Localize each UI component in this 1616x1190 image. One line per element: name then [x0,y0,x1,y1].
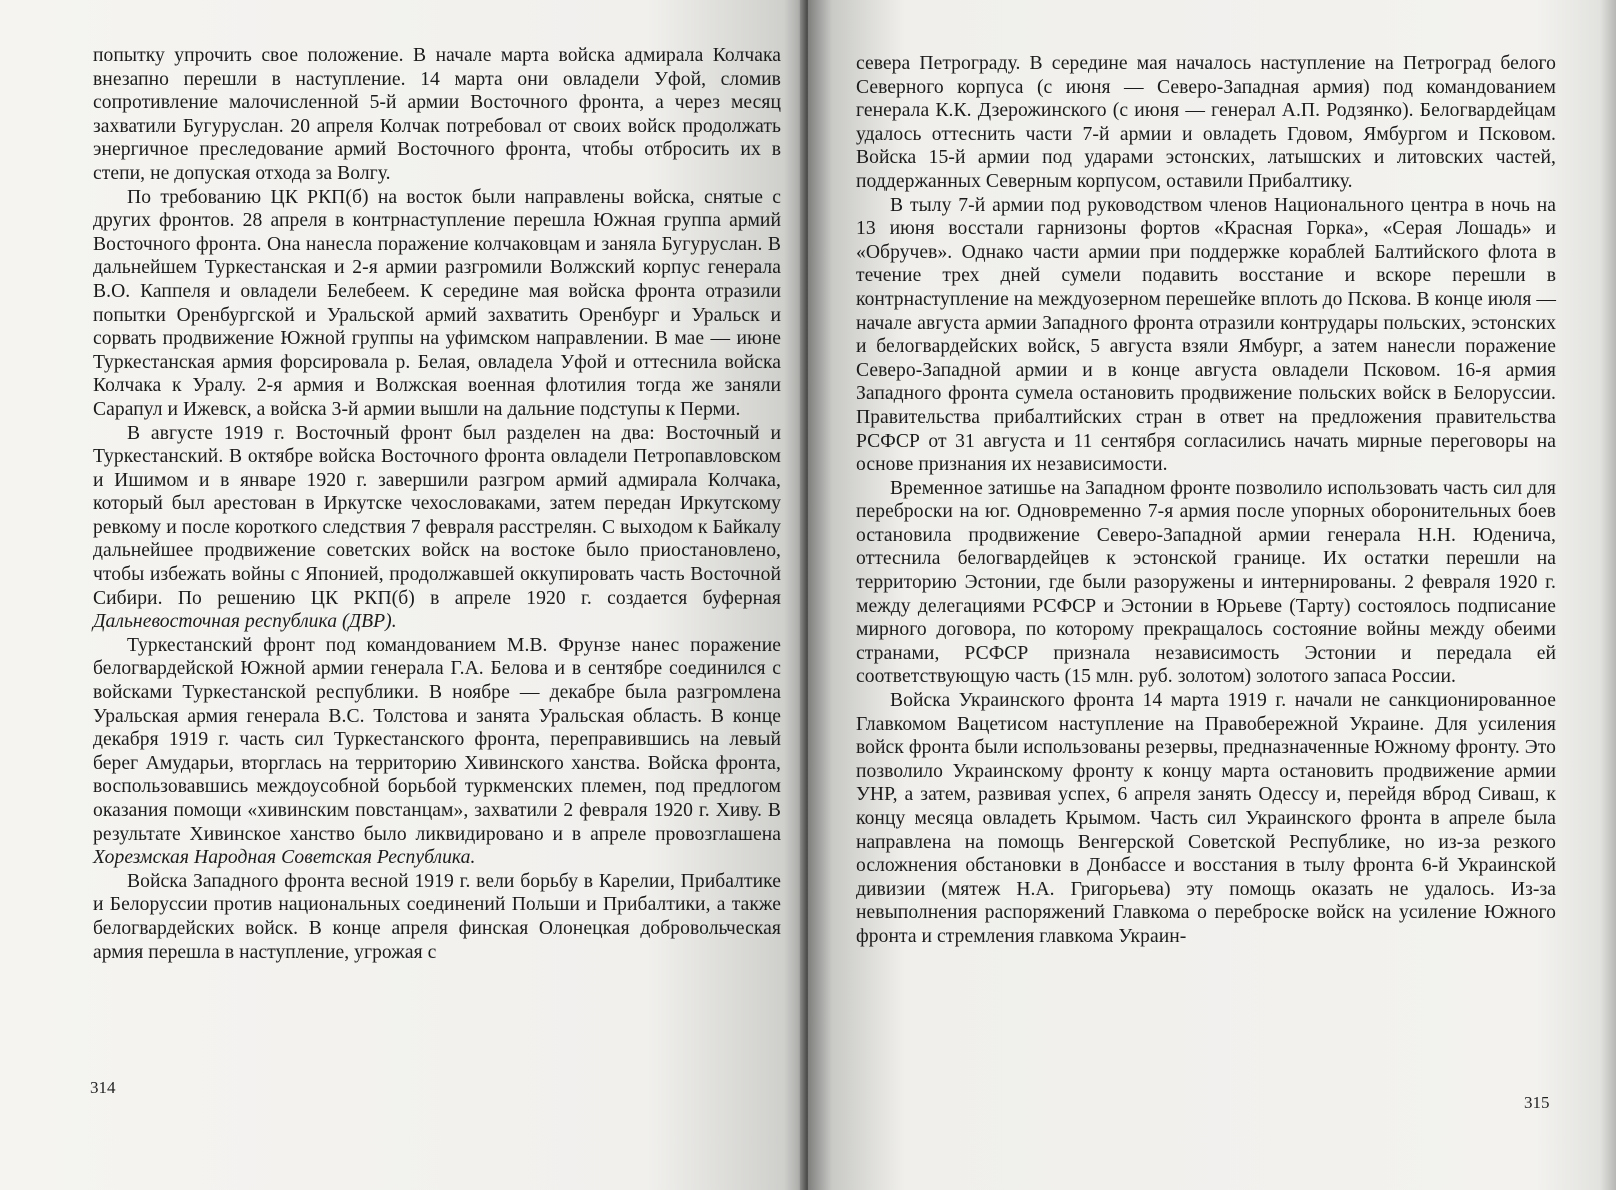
paragraph-text: В августе 1919 г. Восточный фронт был разделен на два: Восточный и Туркестанский. В октябре войска Восточного фронта овладели Петропавловском и Ишимом и в январе 1920 г. завершили разгром армий адмирала Колчака, который был арестован в Иркутске чехословаками, затем передан Иркутскому ревкому и после короткого следствия 7 февраля расстрелян. С выходом к Байкалу дальнейшее продвижение советских войск на востоке было приостановлено, чтобы избежать войны с Японией, продолжавшей оккупировать часть Восточной Сибири. По решению ЦК РКП(б) в апреле 1920 г. создается буферная [93,422,781,609]
italic-term-khorezm: Хорезмская Народная Советская Республика. [93,847,476,869]
right-page [808,0,1616,1190]
right-page-text [856,52,1556,949]
paragraph: Временное затишье на Западном фронте позволило использовать часть сил для переброски на юг. Одновременно 7-я армия после упорных оборонительных боев остановила продвижение Северо-Западной армии генерала Н.Н. Юденича, оттеснила белогвардейцев к эстонской границе. Их остатки перешли на территорию Эстонии, где были разоружены и интернированы. 2 февраля 1920 г. между делегациями РСФСР и Эстонии в Юрьеве (Тарту) состоялось подписание мирного договора, по которому прекращалось состояние войны между обеими странами, РСФСР признала независимость Эстонии и передала ей соответствующую часть (15 млн. руб. золотом) золотого запаса России. [856,477,1556,688]
paragraph: По требованию ЦК РКП(б) на восток были направлены войска, снятые с других фронтов. 28 апреля в контрнаступление перешла Южная группа армий Восточного фронта. Она нанесла поражение колчаковцам и заняла Бугуруслан. В дальнейшем Туркестанская и 2-я армии разгромили Волжский корпус генерала В.О. Каппеля и овладели Белебеем. К середине мая войска фронта отразили попытки Оренбургской и Уральской армий захватить Оренбург и Уральск и сорвать продвижение Южной группы на уфимском направлении. В мае — июне Туркестанская армия форсировала р. Белая, овладела Уфой и оттеснила войска Колчака к Уралу. 2-я армия и Волжская военная флотилия тогда же заняли Сарапул и Ижевск, а войска 3-й армии вышли на дальние подступы к Перми. [93,186,781,420]
paragraph: попытку упрочить свое положение. В начале марта войска адмирала Колчака внезапно перешли в наступление. 14 марта они овладели Уфой, сломив сопротивление малочисленной 5-й армии Восточного фронта, а через месяц захватили Бугуруслан. 20 апреля Колчак потребовал от своих войск продолжать энергичное преследование армий Восточного фронта, чтобы отбросить их в степи, не допуская отхода за Волгу. [93,45,781,184]
paragraph: Войска Украинского фронта 14 марта 1919 г. начали не санкционированное Главкомом Вацетисом наступление на Правобережной Украине. Для усиления войск фронта были использованы резервы, предназначенные Южному фронту. Это позволило Украинскому фронту к концу марта остановить продвижение армии УНР, а затем, развивая успех, 6 апреля занять Одессу и, перейдя вброд Сиваш, к концу месяца овладеть Крымом. Часть сил Украинского фронта в апреле была направлена на помощь Венгерской Советской Республике, но из-за резкого осложнения обстановки в Донбассе и восстания в тылу фронта 6-й Украинской дивизии (мятеж Н.А. Григорьева) эту помощь оказать не удалось. Из-за невыполнения распоряжений Главкома о переброске войск на усиление Южного фронта и стремления главкома Украин- [856,690,1556,947]
paragraph: В тылу 7-й армии под руководством членов Национального центра в ночь на 13 июня восстали гарнизоны фортов «Красная Горка», «Серая Лошадь» и «Обручев». Однако части армии при поддержке кораблей Балтийского флота в течение трех дней сумели подавить восстание и вскоре перешли в контрнаступление на междуозерном перешейке вплоть до Пскова. В конце июля — начале августа армии Западного фронта отразили контрудары польских, эстонских и белогвардейских войск, 5 августа взяли Ямбург, а затем нанесли поражение Северо-Западной армии и в конце августа овладели Псковом. 16-я армия Западного фронта сумела остановить продвижение польских войск в Белоруссии. Правительства прибалтийских стран в ответ на предложения правительства РСФСР от 31 августа и 11 сентября согласились начать мирные переговоры на основе признания их независимости. [856,194,1557,476]
paragraph [93,422,781,634]
page-number-left: 314 [90,1078,116,1097]
left-page-text [93,44,781,964]
page-number-right: 315 [1524,1093,1550,1112]
italic-term-dvr: Дальневосточная республика (ДВР). [93,611,397,633]
paragraph-text: Туркестанский фронт под командованием М.В. Фрунзе нанес поражение белогвардейской Южной армии генерала Г.А. Белова и в сентябре соединился с войсками Туркестанской республики. В ноябре — декабре была разгромлена Уральская армия генерала В.С. Толстова и занята Уральская область. В конце декабря 1919 г. часть сил Туркестанского фронта, переправившись на левый берег Амударьи, вторглась на территорию Хивинского ханства. Войска фронта, воспользовавшись междоусобной борьбой туркменских племен, под предлогом оказания помощи «хивинским повстанцам», захватили 2 февраля 1920 г. Хиву. В результате Хивинское ханство было ликвидировано и в апреле провозглашена [93,634,781,845]
paragraph [93,634,781,870]
paragraph: севера Петрограду. В середине мая началось наступление на Петроград белого Северного корпуса (с июня — Северо-Западная армия) под командованием генерала К.К. Дзерожинского (с июня — генерал А.П. Родзянко). Белогвардейцам удалось оттеснить части 7-й армии и овладеть Гдовом, Ямбургом и Псковом. Войска 15-й армии под ударами эстонских, латышских и литовских частей, поддержанных Северным корпусом, оставили Прибалтику. [856,53,1556,192]
paragraph: Войска Западного фронта весной 1919 г. вели борьбу в Карелии, Прибалтике и Белоруссии против национальных соединений Польши и Прибалтики, а также белогвардейских войск. В конце апреля финская Олонецкая добровольческая армия перешла в наступление, угрожая с [93,870,781,963]
